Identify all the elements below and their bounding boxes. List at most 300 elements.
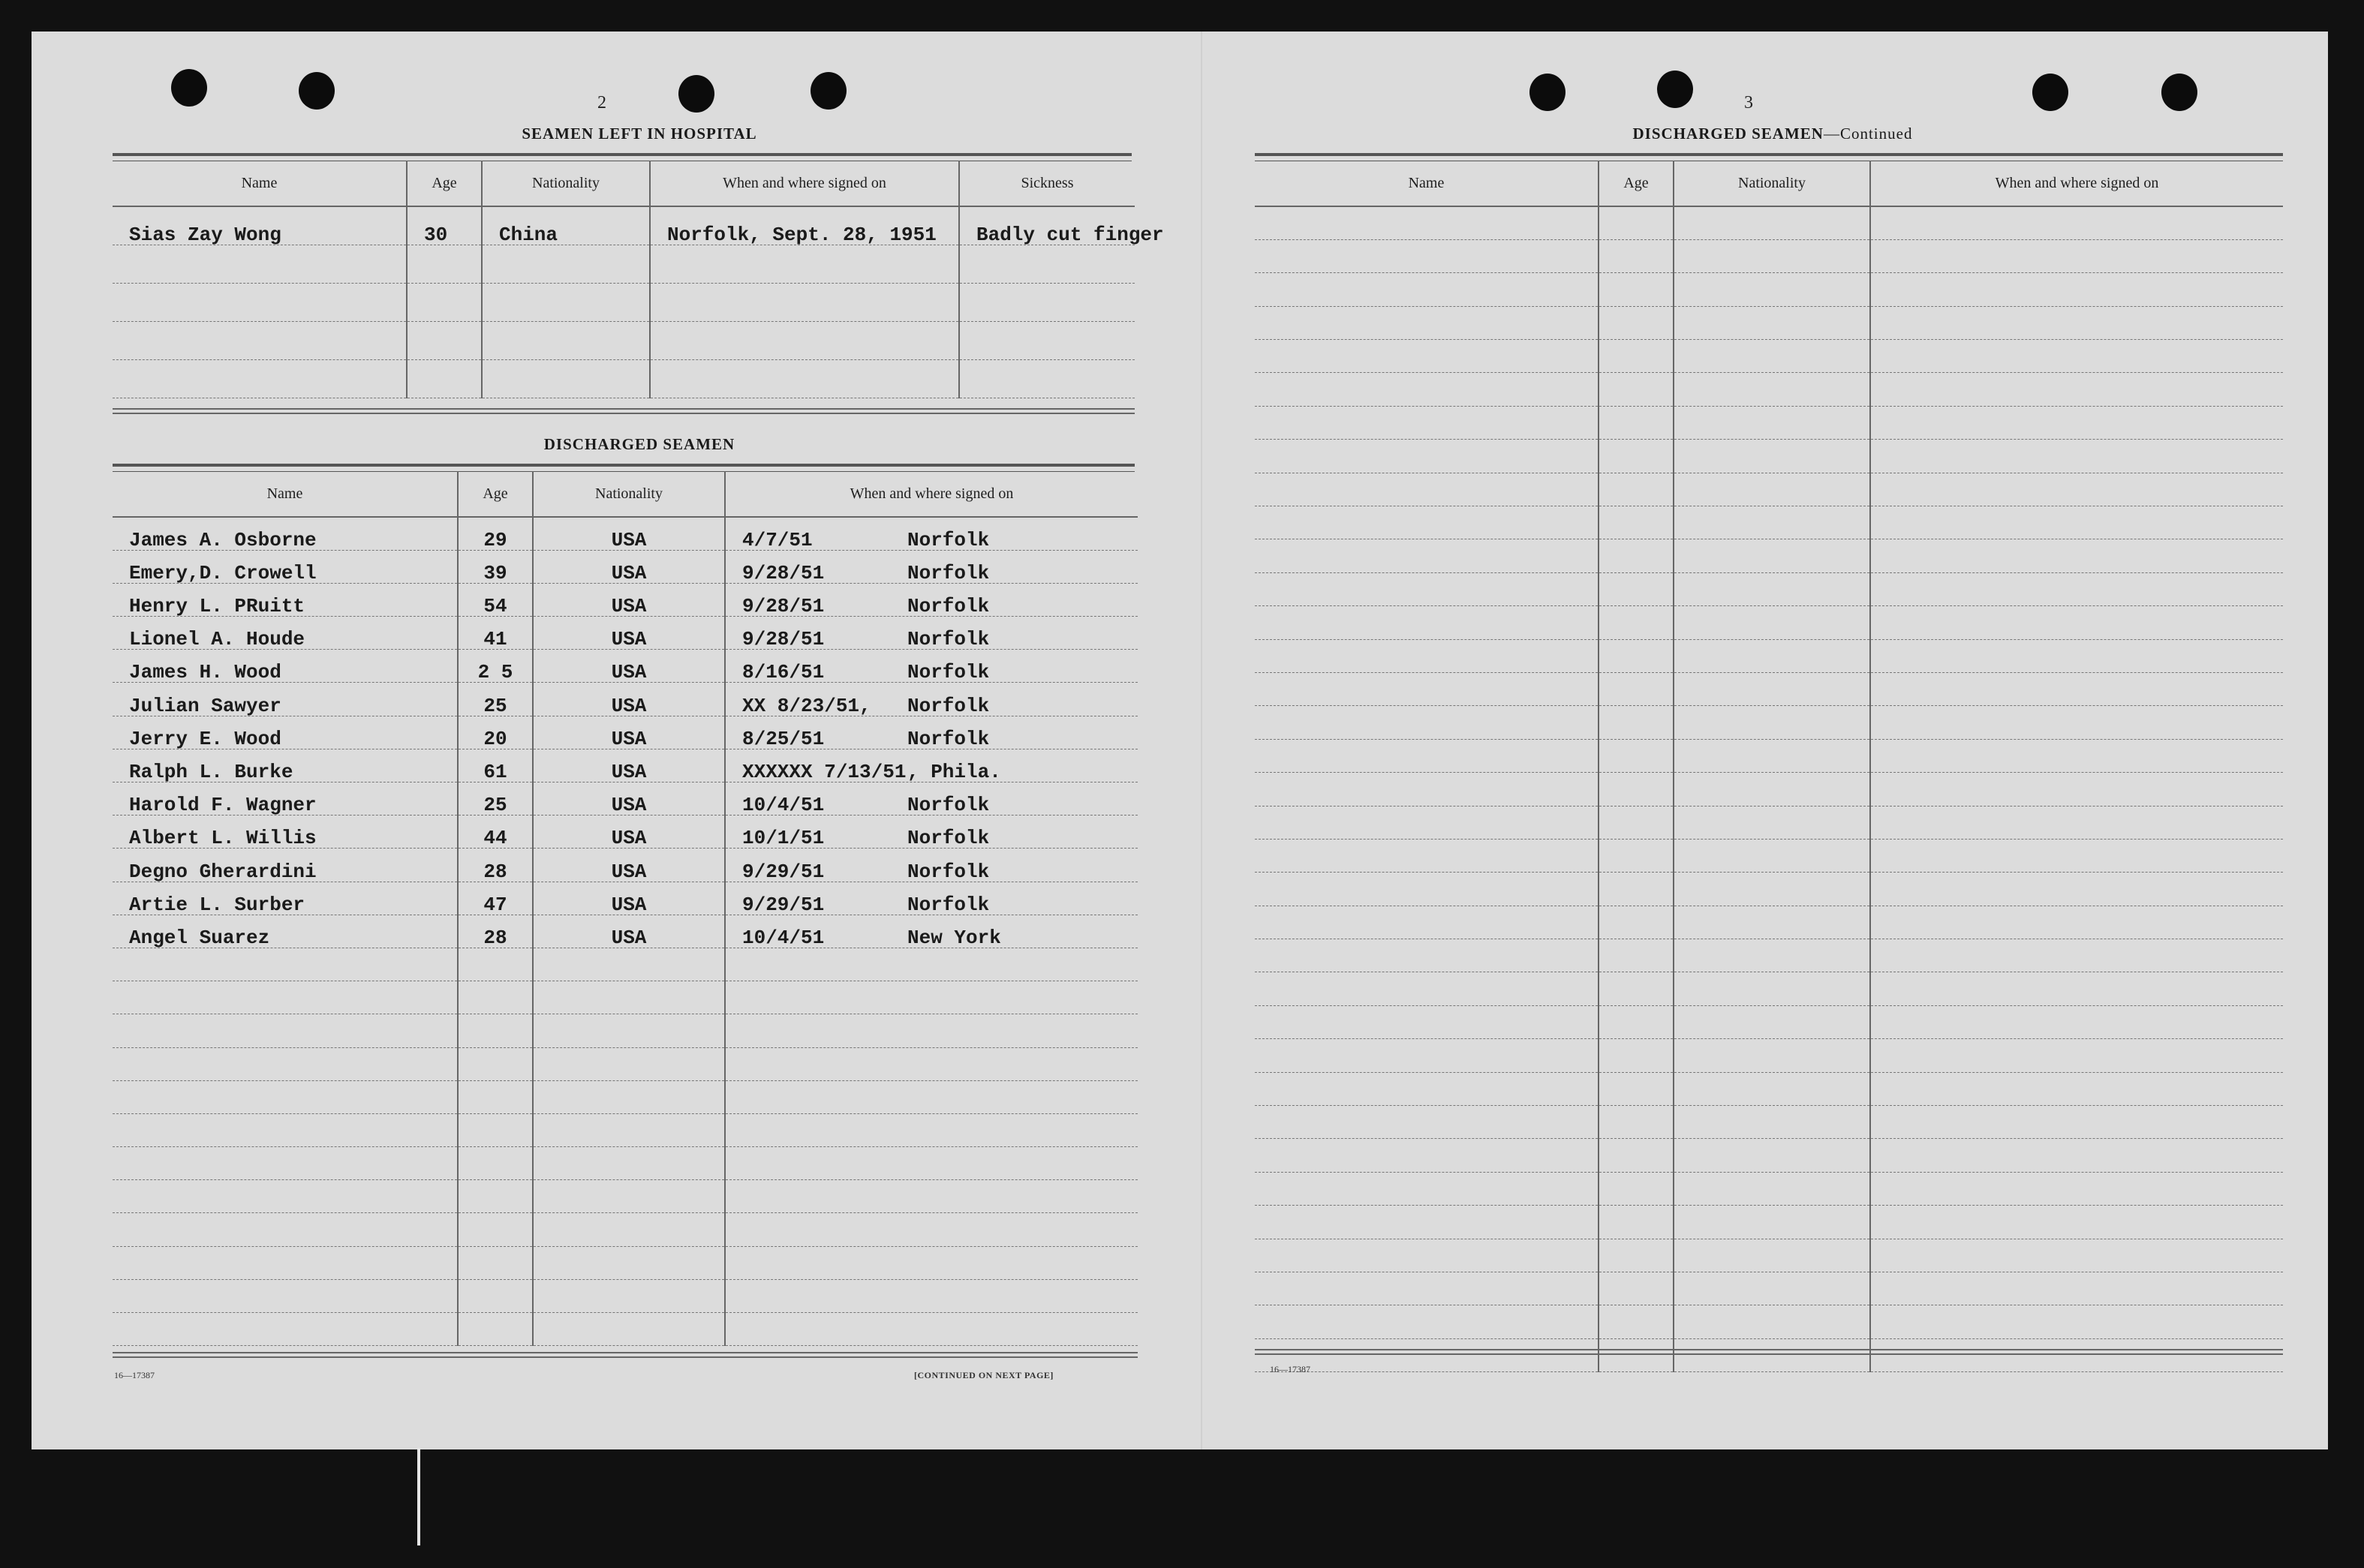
table-cell bbox=[1599, 572, 1674, 605]
signed-on-date: 9/28/51 bbox=[742, 561, 825, 584]
table-cell: USA bbox=[533, 683, 725, 716]
table-cell bbox=[458, 1213, 533, 1246]
table-cell bbox=[1674, 839, 1870, 872]
table-cell bbox=[458, 1080, 533, 1113]
table-row bbox=[1255, 672, 2283, 705]
table-cell bbox=[1674, 1039, 1870, 1072]
column-header: Name bbox=[1255, 161, 1599, 206]
table-row bbox=[1255, 273, 2283, 306]
table-cell bbox=[1599, 939, 1674, 972]
table-cell bbox=[725, 1047, 1138, 1080]
table-cell bbox=[650, 283, 959, 321]
table-cell bbox=[1674, 972, 1870, 1005]
discharged-section-title: DISCHARGED SEAMEN bbox=[543, 435, 735, 453]
hospital-section-title: SEAMEN LEFT IN HOSPITAL bbox=[522, 125, 757, 143]
column-header: Sickness bbox=[959, 161, 1135, 206]
signed-on-date: 10/1/51 bbox=[742, 827, 825, 850]
table-cell: USA bbox=[533, 716, 725, 749]
column-header: Nationality bbox=[1674, 161, 1870, 206]
table-cell bbox=[1674, 1139, 1870, 1172]
table-cell: 39 bbox=[458, 550, 533, 583]
table-cell: Jerry E. Wood bbox=[113, 716, 458, 749]
table-cell bbox=[1255, 306, 1599, 339]
table-cell bbox=[1599, 1106, 1674, 1139]
table-cell bbox=[725, 1113, 1138, 1146]
table-cell bbox=[725, 882, 1138, 915]
table-cell bbox=[1870, 639, 2283, 672]
table-row bbox=[1255, 1305, 2283, 1338]
table-cell bbox=[725, 617, 1138, 650]
table-cell: 44 bbox=[458, 816, 533, 849]
table-cell bbox=[1255, 639, 1599, 672]
table-row bbox=[113, 948, 1138, 981]
table-row bbox=[113, 1213, 1138, 1246]
table-cell bbox=[1674, 239, 1870, 272]
table-cell: Angel Suarez bbox=[113, 915, 458, 948]
table-row bbox=[113, 716, 1138, 749]
table-cell bbox=[113, 1147, 458, 1180]
table-cell bbox=[1599, 440, 1674, 473]
table-cell bbox=[407, 283, 482, 321]
table-cell bbox=[1255, 1305, 1599, 1338]
table-cell bbox=[1599, 1305, 1674, 1338]
table-cell: USA bbox=[533, 882, 725, 915]
table-cell bbox=[533, 1014, 725, 1047]
table-cell bbox=[1255, 206, 1599, 239]
table-row bbox=[113, 359, 1135, 398]
column-header: Nationality bbox=[482, 161, 650, 206]
table-cell: James H. Wood bbox=[113, 650, 458, 683]
continued-title-suffix: —Continued bbox=[1823, 125, 1913, 143]
table-cell bbox=[725, 849, 1138, 882]
table-row bbox=[113, 1313, 1138, 1346]
table-cell bbox=[1255, 373, 1599, 406]
table-row bbox=[113, 749, 1138, 782]
table-cell bbox=[1674, 706, 1870, 739]
signed-on-place: Norfolk bbox=[907, 893, 990, 916]
discharged-table bbox=[113, 471, 1138, 1346]
table-cell bbox=[1255, 1272, 1599, 1305]
table-cell bbox=[1255, 839, 1599, 872]
table-row bbox=[113, 1147, 1138, 1180]
table-cell bbox=[1599, 1039, 1674, 1072]
signed-on-date: 4/7/51 bbox=[742, 528, 813, 551]
table-cell bbox=[725, 683, 1138, 716]
continued-title-text: DISCHARGED SEAMEN bbox=[1632, 125, 1824, 143]
signed-on-date: 9/29/51 bbox=[742, 893, 825, 916]
table-cell bbox=[458, 1313, 533, 1346]
signed-on-date: 10/4/51 bbox=[742, 794, 825, 817]
table-cell: 41 bbox=[458, 617, 533, 650]
table-cell bbox=[407, 245, 482, 283]
table-cell bbox=[725, 782, 1138, 816]
continued-note: [CONTINUED ON NEXT PAGE] bbox=[914, 1370, 1054, 1380]
table-cell bbox=[1674, 1072, 1870, 1105]
table-cell bbox=[113, 245, 407, 283]
table-cell bbox=[407, 359, 482, 398]
table-row bbox=[1255, 939, 2283, 972]
punch-hole bbox=[2032, 74, 2068, 111]
table-cell bbox=[1599, 1206, 1674, 1239]
table-cell bbox=[1870, 1072, 2283, 1105]
table-cell: 25 bbox=[458, 782, 533, 816]
table-cell bbox=[725, 1246, 1138, 1279]
table-cell bbox=[1870, 273, 2283, 306]
punch-hole bbox=[1657, 71, 1693, 108]
table-cell bbox=[1255, 473, 1599, 506]
form-number-right: 16—17387 bbox=[1270, 1364, 1310, 1374]
table-cell: Ralph L. Burke bbox=[113, 749, 458, 782]
table-cell bbox=[1870, 306, 2283, 339]
table-cell bbox=[458, 1180, 533, 1213]
table-cell: USA bbox=[533, 517, 725, 550]
column-header: Age bbox=[407, 161, 482, 206]
table-row bbox=[1255, 1139, 2283, 1172]
table-cell bbox=[1599, 773, 1674, 806]
signed-on-date: 10/4/51 bbox=[742, 926, 825, 949]
table-cell bbox=[1870, 839, 2283, 872]
table-row bbox=[1255, 1206, 2283, 1239]
table-cell bbox=[458, 1113, 533, 1146]
table-cell bbox=[1255, 939, 1599, 972]
table-cell bbox=[1870, 739, 2283, 772]
table-cell bbox=[1674, 906, 1870, 939]
table-cell bbox=[1870, 1039, 2283, 1072]
signed-on-place: Norfolk bbox=[907, 628, 990, 651]
table-cell bbox=[1599, 706, 1674, 739]
table-cell bbox=[113, 1080, 458, 1113]
table-cell bbox=[1599, 1239, 1674, 1272]
table-row bbox=[1255, 506, 2283, 539]
signed-on-date: XXXXXX 7/13/51 bbox=[742, 761, 907, 783]
table-cell bbox=[533, 1047, 725, 1080]
table-cell bbox=[1674, 406, 1870, 439]
table-row bbox=[1255, 906, 2283, 939]
hospital-table bbox=[113, 161, 1164, 398]
page-number-left: 2 bbox=[597, 93, 606, 113]
table-cell bbox=[1674, 939, 1870, 972]
column-header: Age bbox=[1599, 161, 1674, 206]
table-cell: USA bbox=[533, 749, 725, 782]
signed-on-place: Norfolk bbox=[907, 727, 990, 750]
table-cell bbox=[1599, 373, 1674, 406]
table-cell bbox=[1674, 672, 1870, 705]
table-cell bbox=[1599, 1005, 1674, 1038]
table-cell bbox=[725, 550, 1138, 583]
table-cell: Sias Zay Wong bbox=[113, 206, 407, 245]
table-row bbox=[113, 550, 1138, 583]
table-cell bbox=[1599, 972, 1674, 1005]
table-row bbox=[113, 517, 1138, 550]
table-cell: 30 bbox=[407, 206, 482, 245]
table-cell bbox=[458, 1246, 533, 1279]
table-row bbox=[113, 849, 1138, 882]
table-cell bbox=[1870, 506, 2283, 539]
table-cell bbox=[1674, 639, 1870, 672]
table-cell bbox=[1599, 406, 1674, 439]
table-cell bbox=[1870, 539, 2283, 572]
table-cell bbox=[482, 321, 650, 359]
table-cell bbox=[1674, 1338, 1870, 1371]
table-row bbox=[113, 882, 1138, 915]
table-cell bbox=[1255, 1239, 1599, 1272]
table-cell: 54 bbox=[458, 583, 533, 616]
table-row bbox=[1255, 1338, 2283, 1371]
table-cell bbox=[113, 321, 407, 359]
form-number-left: 16—17387 bbox=[114, 1370, 155, 1380]
table-cell bbox=[1255, 906, 1599, 939]
table-cell bbox=[1599, 239, 1674, 272]
punch-hole bbox=[171, 69, 207, 107]
table-cell bbox=[1255, 1139, 1599, 1172]
table-cell bbox=[458, 1047, 533, 1080]
table-cell: 2 5 bbox=[458, 650, 533, 683]
table-cell bbox=[1599, 806, 1674, 839]
table-cell bbox=[1599, 473, 1674, 506]
table-cell bbox=[1255, 672, 1599, 705]
table-cell bbox=[1674, 539, 1870, 572]
table-cell bbox=[650, 359, 959, 398]
punch-hole bbox=[1529, 74, 1565, 111]
signed-on-place: Norfolk bbox=[907, 595, 990, 618]
hospital-bottom-rule bbox=[113, 408, 1135, 414]
signed-on-place: New York bbox=[907, 926, 1001, 949]
table-row bbox=[1255, 406, 2283, 439]
table-row bbox=[113, 283, 1135, 321]
table-cell: USA bbox=[533, 550, 725, 583]
table-cell bbox=[1255, 572, 1599, 605]
table-cell: 61 bbox=[458, 749, 533, 782]
table-cell: Albert L. Willis bbox=[113, 816, 458, 849]
table-cell: USA bbox=[533, 915, 725, 948]
table-row bbox=[1255, 1172, 2283, 1205]
table-cell bbox=[1870, 672, 2283, 705]
table-cell bbox=[725, 650, 1138, 683]
table-row bbox=[1255, 373, 2283, 406]
page-number-right: 3 bbox=[1744, 93, 1753, 113]
table-cell bbox=[725, 1014, 1138, 1047]
table-cell bbox=[1674, 1206, 1870, 1239]
table-cell bbox=[725, 1213, 1138, 1246]
table-cell bbox=[725, 1279, 1138, 1312]
table-cell bbox=[1870, 440, 2283, 473]
table-cell bbox=[1674, 1172, 1870, 1205]
table-cell: USA bbox=[533, 816, 725, 849]
table-row bbox=[1255, 639, 2283, 672]
table-cell bbox=[1599, 639, 1674, 672]
center-fold bbox=[1201, 32, 1202, 1449]
table-cell bbox=[1870, 406, 2283, 439]
table-row bbox=[113, 1246, 1138, 1279]
table-cell bbox=[959, 359, 1135, 398]
table-cell bbox=[458, 1279, 533, 1312]
table-cell bbox=[1674, 606, 1870, 639]
signed-on-place: Norfolk bbox=[907, 561, 990, 584]
table-cell bbox=[1870, 906, 2283, 939]
table-cell bbox=[725, 716, 1138, 749]
table-cell: Artie L. Surber bbox=[113, 882, 458, 915]
table-cell bbox=[482, 245, 650, 283]
table-cell bbox=[1674, 1106, 1870, 1139]
table-cell: Badly cut finger bbox=[959, 206, 1135, 245]
table-cell bbox=[1870, 1139, 2283, 1172]
scan-artifact-line bbox=[417, 1448, 420, 1545]
table-cell bbox=[407, 321, 482, 359]
column-header: When and where signed on bbox=[650, 161, 959, 206]
table-cell: 28 bbox=[458, 915, 533, 948]
table-cell bbox=[1599, 206, 1674, 239]
table-row bbox=[1255, 440, 2283, 473]
table-cell bbox=[1674, 506, 1870, 539]
table-cell bbox=[113, 1313, 458, 1346]
table-cell bbox=[533, 1279, 725, 1312]
table-cell bbox=[725, 1180, 1138, 1213]
table-cell bbox=[1870, 1338, 2283, 1371]
punch-hole bbox=[2161, 74, 2197, 111]
table-row bbox=[1255, 1072, 2283, 1105]
table-cell bbox=[1255, 873, 1599, 906]
table-cell bbox=[1599, 1338, 1674, 1371]
table-cell bbox=[458, 948, 533, 981]
table-cell bbox=[725, 517, 1138, 550]
table-cell: Lionel A. Houde bbox=[113, 617, 458, 650]
table-cell bbox=[533, 981, 725, 1014]
table-cell bbox=[1255, 1172, 1599, 1205]
table-row bbox=[113, 1279, 1138, 1312]
table-row bbox=[113, 981, 1138, 1014]
table-cell: USA bbox=[533, 650, 725, 683]
table-row bbox=[1255, 572, 2283, 605]
table-row bbox=[1255, 239, 2283, 272]
signed-on-date: 8/25/51 bbox=[742, 727, 825, 750]
table-row bbox=[1255, 1039, 2283, 1072]
table-cell bbox=[725, 915, 1138, 948]
table-cell bbox=[1255, 539, 1599, 572]
table-cell bbox=[533, 1080, 725, 1113]
column-header: Nationality bbox=[533, 471, 725, 517]
signed-on-date: 9/28/51 bbox=[742, 628, 825, 651]
table-cell bbox=[1674, 373, 1870, 406]
table-cell bbox=[1599, 672, 1674, 705]
table-cell bbox=[725, 1313, 1138, 1346]
table-cell bbox=[650, 245, 959, 283]
table-cell: Degno Gherardini bbox=[113, 849, 458, 882]
table-cell bbox=[1674, 806, 1870, 839]
table-cell bbox=[533, 1147, 725, 1180]
table-cell bbox=[482, 359, 650, 398]
table-cell bbox=[458, 1147, 533, 1180]
table-row bbox=[1255, 806, 2283, 839]
table-cell bbox=[1674, 873, 1870, 906]
table-row bbox=[1255, 340, 2283, 373]
table-cell bbox=[1870, 972, 2283, 1005]
table-row bbox=[113, 1180, 1138, 1213]
table-cell bbox=[1870, 239, 2283, 272]
table-cell: USA bbox=[533, 782, 725, 816]
table-cell bbox=[113, 1213, 458, 1246]
table-cell bbox=[533, 1180, 725, 1213]
table-cell bbox=[113, 1113, 458, 1146]
table-cell bbox=[1599, 1272, 1674, 1305]
table-cell: 20 bbox=[458, 716, 533, 749]
table-cell bbox=[1599, 506, 1674, 539]
column-header: Name bbox=[113, 161, 407, 206]
column-header: When and where signed on bbox=[1870, 161, 2283, 206]
punch-hole bbox=[299, 72, 335, 110]
table-cell bbox=[1870, 939, 2283, 972]
continued-section-title bbox=[1247, 125, 2298, 143]
table-cell bbox=[1255, 440, 1599, 473]
signed-on-place: Norfolk bbox=[907, 860, 990, 883]
table-cell: USA bbox=[533, 617, 725, 650]
table-cell bbox=[1255, 972, 1599, 1005]
table-cell bbox=[1255, 1206, 1599, 1239]
table-cell bbox=[113, 283, 407, 321]
table-row bbox=[113, 321, 1135, 359]
table-cell bbox=[113, 1180, 458, 1213]
table-cell bbox=[533, 1313, 725, 1346]
punch-hole bbox=[678, 75, 714, 113]
table-cell bbox=[1870, 706, 2283, 739]
table-cell: Emery,D. Crowell bbox=[113, 550, 458, 583]
signed-on-place: Norfolk bbox=[907, 694, 990, 717]
table-cell bbox=[113, 359, 407, 398]
table-row bbox=[113, 1014, 1138, 1047]
signed-on-date: XX 8/23/51, bbox=[742, 694, 871, 717]
table-cell bbox=[725, 583, 1138, 616]
table-cell bbox=[1870, 773, 2283, 806]
table-row bbox=[1255, 1239, 2283, 1272]
table-cell bbox=[1870, 1239, 2283, 1272]
table-cell: Harold F. Wagner bbox=[113, 782, 458, 816]
table-cell: China bbox=[482, 206, 650, 245]
table-cell: Julian Sawyer bbox=[113, 683, 458, 716]
signed-on-date: 8/16/51 bbox=[742, 661, 825, 684]
table-row bbox=[1255, 1106, 2283, 1139]
table-cell: 29 bbox=[458, 517, 533, 550]
table-row bbox=[1255, 839, 2283, 872]
table-cell bbox=[1674, 440, 1870, 473]
table-cell bbox=[1870, 806, 2283, 839]
column-header: Age bbox=[458, 471, 533, 517]
table-row bbox=[113, 650, 1138, 683]
table-cell bbox=[1255, 1039, 1599, 1072]
discharged-bottom-rule bbox=[113, 1352, 1138, 1358]
continued-table bbox=[1255, 161, 2283, 1372]
table-row bbox=[113, 206, 1135, 245]
table-cell bbox=[1599, 306, 1674, 339]
table-cell bbox=[959, 283, 1135, 321]
table-row bbox=[113, 782, 1138, 816]
table-cell bbox=[113, 1014, 458, 1047]
table-cell bbox=[1870, 373, 2283, 406]
table-cell bbox=[1870, 206, 2283, 239]
table-cell bbox=[725, 981, 1138, 1014]
table-cell bbox=[1255, 1106, 1599, 1139]
table-row bbox=[1255, 539, 2283, 572]
table-cell bbox=[1870, 340, 2283, 373]
table-cell bbox=[1255, 806, 1599, 839]
table-cell bbox=[1255, 340, 1599, 373]
table-cell bbox=[1255, 273, 1599, 306]
table-row bbox=[1255, 1272, 2283, 1305]
table-cell bbox=[482, 283, 650, 321]
signed-on-date: 9/28/51 bbox=[742, 595, 825, 618]
table-cell bbox=[959, 321, 1135, 359]
table-cell bbox=[725, 1147, 1138, 1180]
column-header: Name bbox=[113, 471, 458, 517]
table-cell bbox=[725, 948, 1138, 981]
